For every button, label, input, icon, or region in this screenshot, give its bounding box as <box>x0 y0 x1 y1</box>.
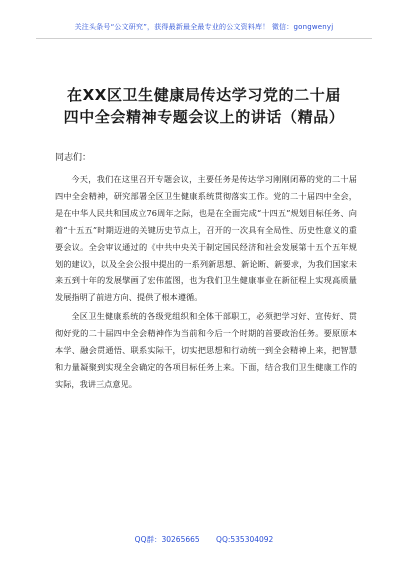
title-line-2: 四中全会精神专题会议上的讲话（精品） <box>63 108 345 126</box>
greeting: 同志们： <box>55 153 92 163</box>
footer-qq-group: QQ群：30265665 <box>134 535 200 544</box>
footer-qq-number: QQ:535304092 <box>216 535 274 544</box>
title-line-1: 在XX区卫生健康局传达学习党的二十届 <box>67 86 341 104</box>
header-divider <box>36 38 372 39</box>
page-footer <box>0 534 408 545</box>
document-body <box>55 171 357 393</box>
page-header-banner: 关注头条号“公文研究”，获得最新最全最专业的公文资料库！ 微信：gongwenyj <box>74 23 334 31</box>
body-paragraph-1: 今天，我们在这里召开专题会议，主要任务是传达学习刚刚闭幕的党的二十届四中全会精神，研究部署全区卫生健康系统贯彻落实工作。党的二十届四中全会，是在中华人民共和国成立76周年之际，也是在全面完成“十四五”规划目标任务、向着“十五五”时期迈进的关键历史节点上，召开的一次具有全局性、历史性意义的重要会议。全会审议通过的《中共中央关于制定国民经济和社会发展第十五个五年规划的建议》，以及全会公报中提出的一系列新思想、新论断、新要求，为我们国家未来五到十年的发展擘画了宏伟蓝图，也为我们卫生健康事业在新征程上实现高质量发展指明了前进方向、提供了根本遵循。 <box>55 174 357 303</box>
body-paragraph-2: 全区卫生健康系统的各级党组织和全体干部职工，必须把学习好、宣传好、贯彻好党的二十届四中全会精神作为当前和今后一个时期的首要政治任务。要原原本本学、融会贯通悟、联系实际干，切实把思想和行动统一到全会精神上来，把智慧和力量凝聚到实现全会确定的各项目标任务上来。下面，结合我们卫生健康工作的实际，我讲三点意见。 <box>55 311 357 389</box>
document-title <box>52 84 356 128</box>
